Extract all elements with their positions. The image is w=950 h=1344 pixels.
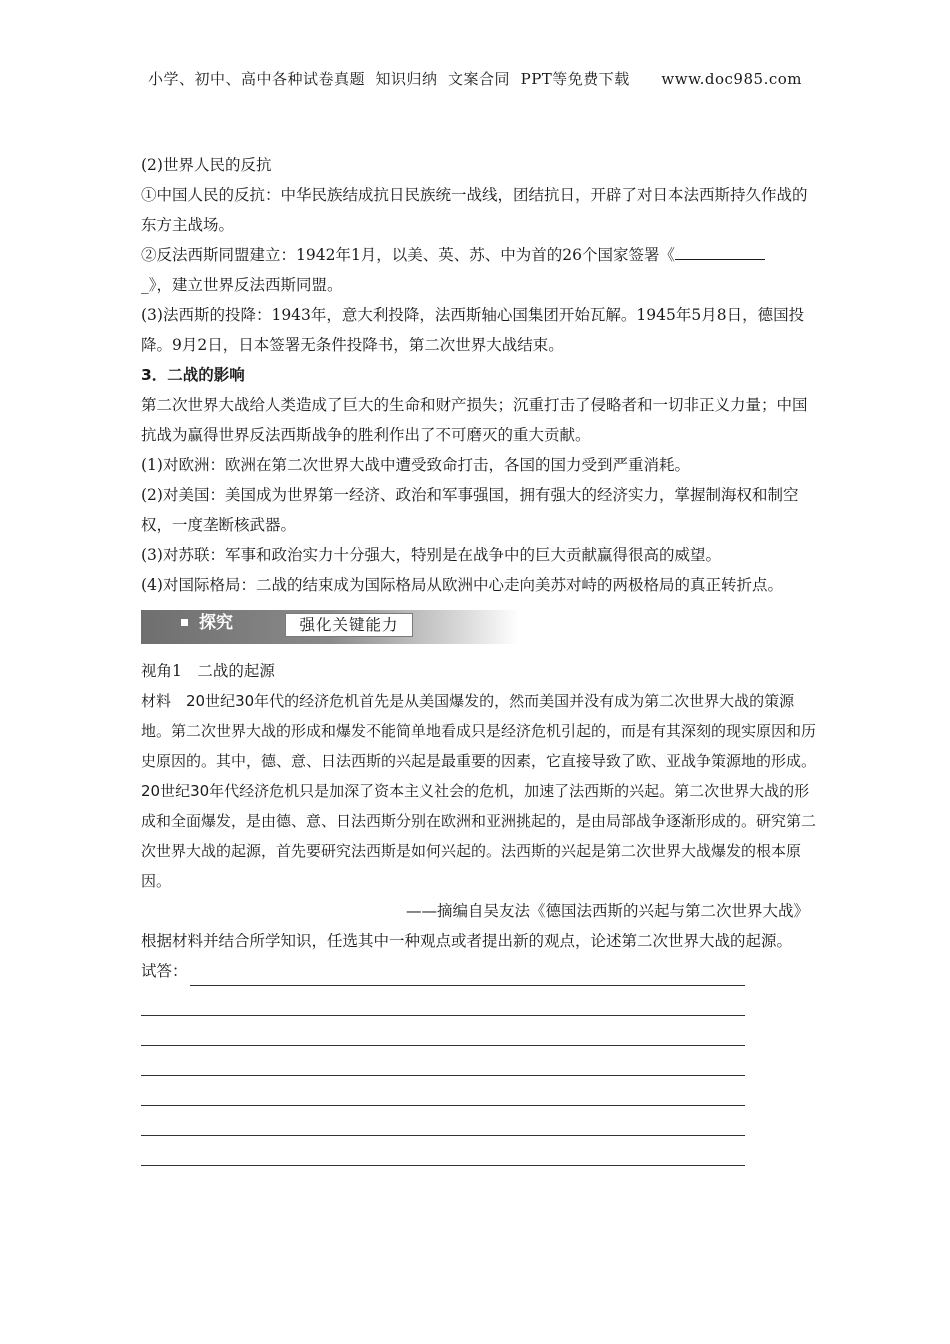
- answer-line[interactable]: [141, 1106, 745, 1136]
- section3-text: (3)法西斯的投降：1943年，意大利投降，法西斯轴心国集团开始瓦解。1945年5月8日，德国投降。9月2日，日本签署无条件投降书，第二次世界大战结束。: [141, 306, 805, 354]
- section2-item2: [141, 240, 821, 300]
- banner-ability-label: 强化关键能力: [285, 613, 413, 637]
- fill-blank[interactable]: [675, 241, 765, 260]
- section2-item1: ①中国人民的反抗：中华民族结成抗日民族统一战线，团结抗日，开辟了对日本法西斯持久作战的东方主战场。: [141, 186, 808, 234]
- section2-item2-pre: ②反法西斯同盟建立：1942年1月，以美、英、苏、中为首的26个国家签署《: [141, 246, 676, 264]
- page-header: 小学、初中、高中各种试卷真题 知识归纳 文案合同 PPT等免费下载 www.doc985.com: [147, 70, 802, 88]
- answer-area-first-line[interactable]: [141, 956, 745, 986]
- view1-heading: 视角1 二战的起源: [141, 662, 275, 680]
- answer-line[interactable]: [141, 986, 745, 1016]
- influence-intro: 第二次世界大战给人类造成了巨大的生命和财产损失；沉重打击了侵略者和一切非正义力量；中国抗战为赢得世界反法西斯战争的胜利作出了不可磨灭的重大贡献。: [141, 396, 808, 444]
- answer-label: 试答：: [141, 962, 188, 980]
- view1-material: 材料 20世纪30年代的经济危机首先是从美国爆发的，然而美国并没有成为第二次世界大战的策源地。第二次世界大战的形成和爆发不能简单地看成只是经济危机引起的，而是有其深刻的现实原因和历史原因的。其中，德、意、日法西斯的兴起是最重要的因素，它直接导致了欧、亚战争策源地的形成。20世纪30年代经济危机只是加深了资本主义社会的危机，加速了法西斯的兴起。第二次世界大战的形成和全面爆发，是由德、意、日法西斯分别在欧洲和亚洲挑起的，是由局部战争逐渐形成的。研究第二次世界大战的起源，首先要研究法西斯是如何兴起的。法西斯的兴起是第二次世界大战爆发的根本原因。: [141, 692, 817, 890]
- section-banner: [141, 610, 519, 644]
- influence-heading: 3．二战的影响: [141, 366, 245, 384]
- page-content: [141, 150, 821, 1166]
- banner-explore-label: 探究: [199, 613, 233, 633]
- influence-europe: (1)对欧洲：欧洲在第二次世界大战中遭受致命打击，各国的国力受到严重消耗。: [141, 456, 690, 474]
- view1-source: ——摘编自吴友法《德国法西斯的兴起与第二次世界大战》: [405, 902, 809, 920]
- section2-item2-post: 》，建立世界反法西斯同盟。: [148, 276, 343, 294]
- influence-intl: (4)对国际格局：二战的结束成为国际格局从欧洲中心走向美苏对峙的两极格局的真正转折点。: [141, 576, 783, 594]
- influence-usa: (2)对美国：美国成为世界第一经济、政治和军事强国，拥有强大的经济实力，掌握制海权和制空权，一度垄断核武器。: [141, 486, 799, 534]
- answer-line[interactable]: [190, 963, 745, 986]
- view1-question: 根据材料并结合所学知识，任选其中一种观点或者提出新的观点，论述第二次世界大战的起源。: [141, 932, 793, 950]
- answer-line[interactable]: [141, 1136, 745, 1166]
- answer-line[interactable]: [141, 1076, 745, 1106]
- influence-ussr: (3)对苏联：军事和政治实力十分强大，特别是在战争中的巨大贡献赢得很高的威望。: [141, 546, 721, 564]
- section2-item2-blank-end: _: [141, 276, 149, 294]
- answer-line[interactable]: [141, 1046, 745, 1076]
- square-bullet-icon: [181, 619, 188, 626]
- section2-title: (2)世界人民的反抗: [141, 156, 272, 174]
- answer-line[interactable]: [141, 1016, 745, 1046]
